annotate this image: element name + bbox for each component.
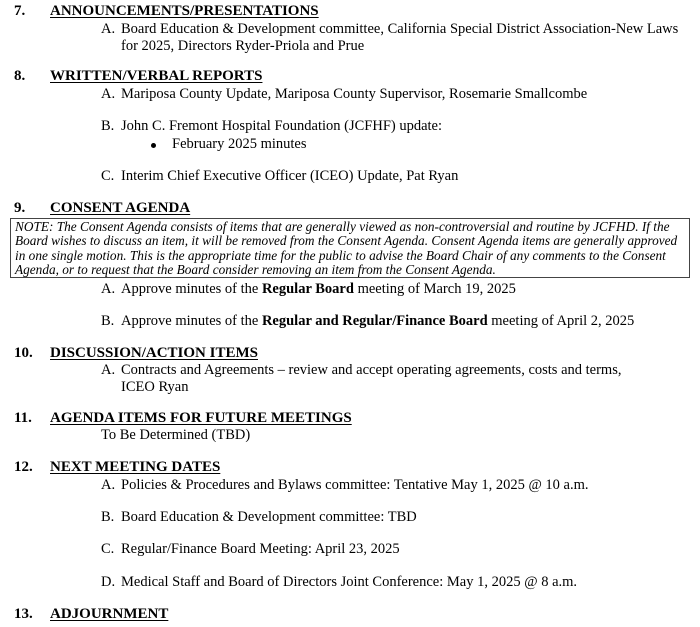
section-number: 7. (14, 3, 26, 19)
item-text-bold: Regular and Regular/Finance Board (261, 313, 488, 329)
note-line: Agenda, or to request that the Board consider removing an item from the Consent Agenda. (15, 262, 496, 278)
item-letter: B. (101, 509, 115, 525)
note-line: Board wishes to discuss an item, it will be removed from the Consent Agenda. Consent Agenda items are generally approved (15, 233, 678, 249)
item-letter: A. (101, 86, 116, 102)
item-text: John C. Fremont Hospital Foundation (JCFHF) update: (121, 118, 443, 134)
bullet-text: February 2025 minutes (172, 136, 307, 152)
item-text-continued: ICEO Ryan (121, 379, 189, 395)
bullet-icon (151, 143, 156, 148)
section-heading-future-items: AGENDA ITEMS FOR FUTURE MEETINGS (50, 410, 352, 426)
item-text-prefix: Approve minutes of the (121, 313, 259, 329)
section-number: 12. (14, 459, 33, 475)
item-letter: A. (101, 281, 116, 297)
item-text-continued: for 2025, Directors Ryder-Priola and Prue (121, 38, 365, 54)
section-number: 10. (14, 345, 33, 361)
section-heading-reports: WRITTEN/VERBAL REPORTS (50, 68, 263, 84)
section-number: 13. (14, 606, 33, 622)
item-text: Contracts and Agreements – review and accept operating agreements, costs and terms, (121, 362, 622, 378)
section-number: 8. (14, 68, 26, 84)
item-text-suffix: meeting of March 19, 2025 (357, 281, 516, 297)
item-text-bold: Regular Board (261, 281, 354, 297)
item-letter: A. (101, 362, 116, 378)
item-text (121, 313, 634, 330)
item-letter: B. (101, 313, 115, 329)
item-text-suffix: meeting of April 2, 2025 (491, 313, 635, 329)
item-letter: C. (101, 168, 115, 184)
item-text: To Be Determined (TBD) (101, 427, 251, 443)
item-letter: D. (101, 574, 116, 590)
item-text: Medical Staff and Board of Directors Joint Conference: May 1, 2025 @ 8 a.m. (121, 574, 578, 590)
item-text (121, 281, 516, 298)
item-letter: A. (101, 477, 116, 493)
section-heading-discussion: DISCUSSION/ACTION ITEMS (50, 345, 258, 361)
item-text: Regular/Finance Board Meeting: April 23, 2025 (121, 541, 400, 557)
item-text: Mariposa County Update, Mariposa County Supervisor, Rosemarie Smallcombe (121, 86, 588, 102)
section-heading-announcements: ANNOUNCEMENTS/PRESENTATIONS (50, 3, 319, 19)
note-line: in one single motion. This is the appropriate time for the public to advise the Board Chair of any comments to the Consent (15, 247, 666, 263)
section-number: 9. (14, 200, 26, 216)
item-text: Interim Chief Executive Officer (ICEO) Update, Pat Ryan (121, 168, 459, 184)
item-letter: A. (101, 21, 116, 37)
note-line: NOTE: The Consent Agenda consists of items that are generally viewed as non-controversial and routine by JCFHD. If the (15, 219, 670, 234)
section-number: 11. (14, 410, 32, 426)
item-text: Board Education & Development committee: TBD (121, 509, 417, 525)
item-letter: B. (101, 118, 115, 134)
item-letter: C. (101, 541, 115, 557)
section-heading-meeting-dates: NEXT MEETING DATES (50, 459, 221, 475)
section-heading-adjournment: ADJOURNMENT (50, 606, 169, 622)
consent-agenda-note (10, 218, 690, 278)
item-text-prefix: Approve minutes of the (121, 281, 259, 297)
section-heading-consent: CONSENT AGENDA (50, 200, 191, 216)
item-text: Policies & Procedures and Bylaws committee: Tentative May 1, 2025 @ 10 a.m. (121, 477, 589, 493)
item-text: Board Education & Development committee, California Special District Association-New Laws (121, 21, 679, 37)
